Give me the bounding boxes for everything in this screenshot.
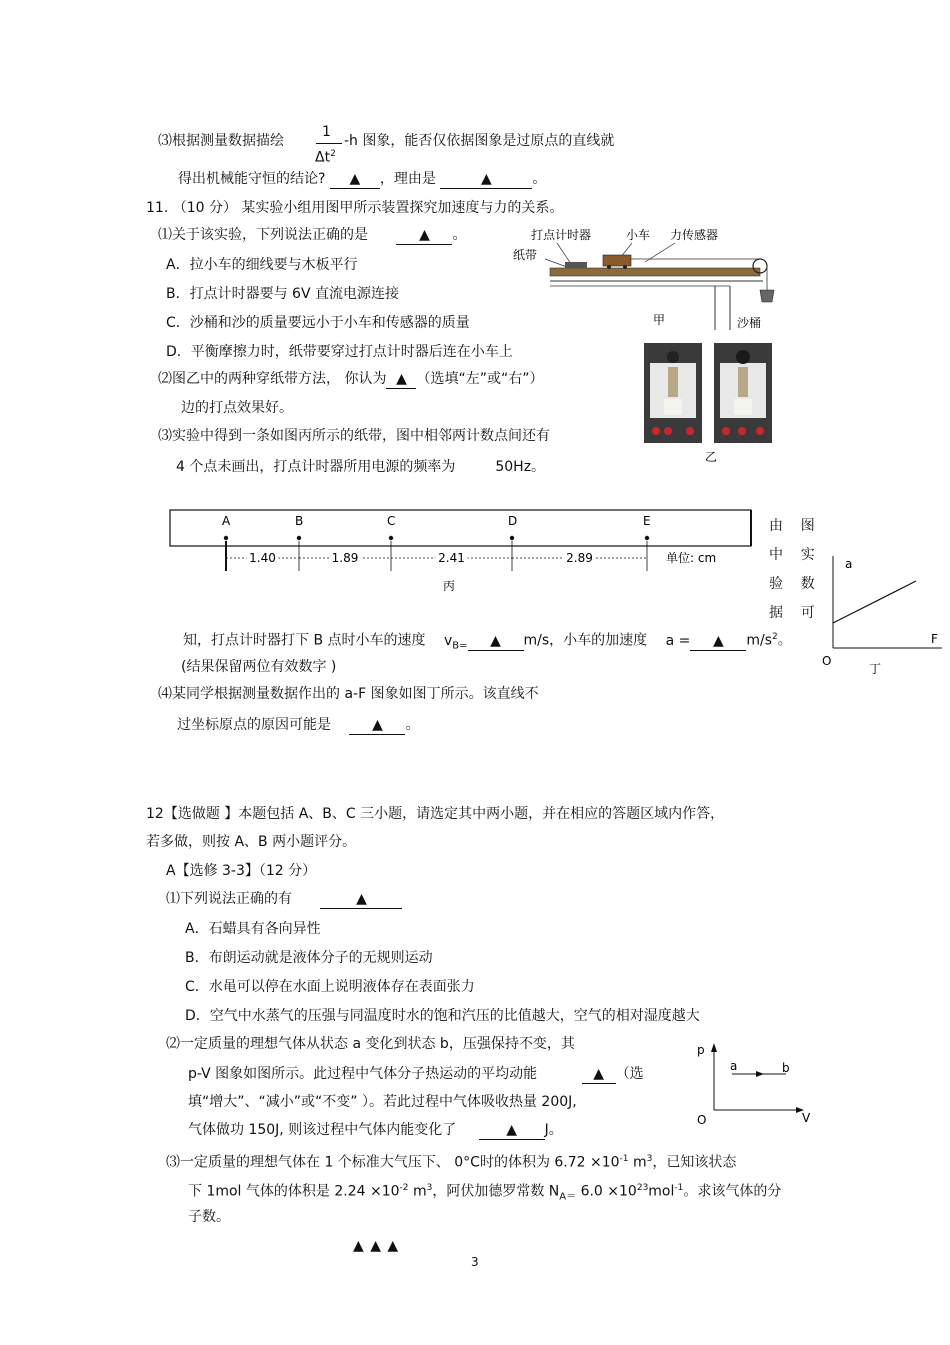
pv-state-b: b [782,1061,790,1075]
origin-o: O [822,654,832,668]
car [603,255,631,266]
q12-3c: 子数。 [188,1209,230,1225]
figure-yi [644,343,774,465]
tape-label-c: C [387,514,396,528]
side-text-row: 由 图 [769,518,815,534]
fraction-denominator: $\Delta t^2$ [315,149,336,166]
side-text-row: 据 可 [769,605,815,621]
tape-label-d: D [508,514,518,528]
a-f-line [833,581,916,623]
q12-option-c: C．水黾可以停在水面上说明液体存在表面张力 [185,979,475,995]
tape-label-b: B [295,514,304,528]
q12-option-d: D．空气中水蒸气的压强与同温度时水的饱和汽压的比值越大，空气的相对湿度越大 [185,1008,700,1024]
page-number: 3 [471,1255,479,1269]
figure-bing-tape [165,505,757,597]
wooden-board [550,268,760,276]
tape-label-a: A [222,514,231,528]
timer [565,262,587,268]
answer-blank[interactable]: ▲ [690,632,746,651]
answer-blank[interactable]: ▲ [349,716,405,735]
q11-3b: 4 个点未画出，打点计时器所用电源的频率为 50Hz。 [176,459,546,475]
label-tape: 纸带 [513,248,538,262]
pv-state-a: a [730,1059,738,1073]
q12-2a: ⑵一定质量的理想气体从状态 a 变化到状态 b，压强保持不变，其 [166,1036,575,1052]
axis-a: a [845,557,853,571]
q11-4b: 过坐标原点的原因可能是 ▲ 。 [177,717,420,733]
q11-option-c: C．沙桶和沙的质量要远小于小车和传感器的质量 [166,315,470,331]
sand-bucket [760,290,774,302]
q12-2b: p-V 图象如图所示。此过程中气体分子热运动的平均动能 ▲ （选 [188,1066,644,1082]
figure-pv [692,1038,818,1130]
caption-jia: 甲 [653,313,666,327]
side-text [769,512,815,628]
q10-3-line2: 得出机械能守恒的结论? ▲ ，理由是 ▲ 。 [178,171,547,187]
q11-3a: ⑶实验中得到一条如图丙所示的纸带，图中相邻两计数点间还有 [158,428,550,444]
q12-option-a: A．石蜡具有各向异性 [185,921,321,937]
answer-blank[interactable]: ▲ [582,1065,616,1084]
q12-section-a: A【选修 3-3】（12 分） [166,863,317,879]
q11-4a: ⑷某同学根据测量数据作出的 a-F 图象如图丁所示。该直线不 [158,686,539,702]
caption-ding: 丁 [869,662,882,676]
q11-2: ⑵图乙中的两种穿纸带方法， 你认为 ▲ （选填“左”或“右”） [158,371,544,387]
q11-3-note: (结果保留两位有效数字 ) [181,659,337,675]
q12-3a: ⑶一定质量的理想气体在 1 个标准大气压下、 0°C时的体积为 $6.72 \times 10^{-1}$ $m^3$，已知该状态 [166,1154,737,1171]
q12-1: ⑴下列说法正确的有 ▲ [166,890,402,909]
tape-dot-c [389,536,393,540]
q11-option-d: D．平衡摩擦力时，纸带要穿过打点计时器后连在小车上 [166,344,513,360]
q10-3-line1b: -h 图象，能否仅依据图象是过原点的直线就 [344,133,615,149]
axis-f: F [931,632,938,646]
answer-blank[interactable]: ▲ [330,170,380,189]
answer-blank[interactable]: ▲ [440,170,532,189]
answer-blank[interactable]: ▲ [320,890,402,909]
tape-distance: 2.41 [438,551,465,565]
caption-yi: 乙 [705,450,718,464]
pv-origin: O [697,1113,707,1127]
figure-ding [818,553,944,678]
q11-option-a: A．拉小车的细线要与木板平行 [166,257,358,273]
answer-marks[interactable]: ▲ ▲ ▲ [353,1238,400,1254]
tape-distance: 1.40 [249,551,276,565]
label-car: 小车 [626,228,651,242]
paper-tape [170,510,751,546]
pv-axis-v: V [802,1111,811,1125]
tape-distance: 1.89 [331,551,359,565]
figure-jia [505,222,790,334]
photo-left [644,343,702,443]
label-timer: 打点计时器 [531,228,592,242]
q11-option-b: B．打点计时器要与 6V 直流电源连接 [166,286,399,302]
tape-unit: 单位: cm [666,551,717,565]
q12-2d: 气体做功 150J, 则该过程中气体内能变化了 ▲ J。 [188,1122,563,1138]
tape-label-e: E [643,514,651,528]
caption-bing: 丙 [443,579,456,593]
answer-blank[interactable]: ▲ [479,1121,545,1140]
tape-dot-b [297,536,301,540]
answer-blank[interactable]: ▲ [396,226,452,245]
q12-heading-2: 若多做，则按 A、B 两小题评分。 [146,834,357,850]
tape-distance: 2.89 [566,551,593,565]
pv-axis-p: p [697,1043,705,1057]
tape-dot-a [224,536,228,540]
photo-right [714,343,772,443]
side-text-row: 中 实 [769,547,815,563]
q12-option-b: B．布朗运动就是液体分子的无规则运动 [185,950,433,966]
fraction-bar [316,143,342,144]
q12-heading-1: 12【选做题 】本题包括 A、B、C 三小题，请选定其中两小题，并在相应的答题区域内作答， [146,806,725,822]
answer-blank[interactable]: ▲ [468,632,524,651]
label-bucket: 沙桶 [737,316,762,330]
q11-3-velocity: 知，打点计时器打下 B 点时小车的速度 $v_{B=}$ ▲ m/s，小车的加速度 a = ▲ $m/s^2$。 [183,632,792,652]
q12-2c: 填“增大”、“减小”或“不变” ）。若此过程中气体吸收热量 200J, [188,1094,577,1110]
label-sensor: 力传感器 [670,228,719,242]
q11-1: ⑴关于该实验，下列说法正确的是 ▲ 。 [158,227,467,243]
q10-3-line1a: ⑶根据测量数据描绘 [158,133,284,149]
fraction-numerator: 1 [322,124,331,140]
q12-3b: 下 1mol 气体的体积是 $2.24 \times 10^{-2}$ $m^3$，阿伏加德罗常数 $N_{A=}$ $6.0 \times 10^{23}mol^{-1}$。求该气体的分 [188,1183,782,1203]
side-text-row: 验 数 [769,576,815,592]
tape-dot-d [510,536,514,540]
q11-2-cont: 边的打点效果好。 [181,400,293,416]
q11-heading: 11. （10 分） 某实验小组用图甲所示装置探究加速度与力的关系。 [146,200,564,216]
tape-dot-e [645,536,649,540]
answer-blank[interactable]: ▲ [386,370,416,389]
